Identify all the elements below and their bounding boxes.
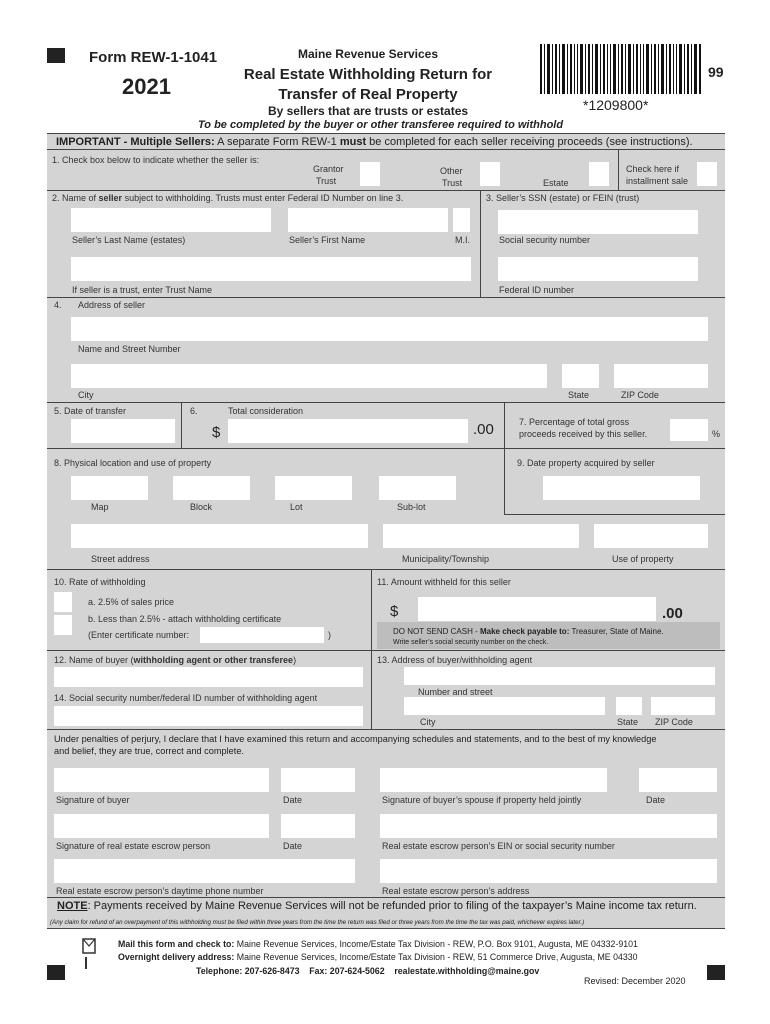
property-use-label: Use of property: [612, 554, 674, 564]
escrow-phone-input[interactable]: [54, 859, 355, 883]
line2-label-pre: 2. Name of: [52, 193, 99, 203]
agency-name: Maine Revenue Services: [297, 47, 439, 61]
transfer-date-input[interactable]: [71, 419, 175, 443]
spouse-signature-label: Signature of buyer’s spouse if property held jointly: [382, 795, 582, 805]
escrow-address-label: Real estate escrow person’s address: [382, 886, 530, 896]
other-trust-label-2: Trust: [442, 178, 463, 188]
property-street-input[interactable]: [71, 524, 368, 548]
escrow-ein-input[interactable]: [380, 814, 717, 838]
overnight-instructions-text: Maine Revenue Services, Income/Estate Tax Division - REW, 51 Commerce Drive, Augusta, ME 04330: [234, 952, 638, 962]
installment-label-2: installment sale: [626, 176, 689, 186]
declaration-line2: and belief, they are true, correct and complete.: [54, 746, 244, 756]
buyer-state-input[interactable]: [616, 697, 642, 715]
buyer-city-input[interactable]: [404, 697, 605, 715]
seller-mi-input[interactable]: [453, 208, 470, 232]
grantor-trust-label-2: Trust: [316, 176, 337, 186]
trust-name-input[interactable]: [71, 257, 471, 281]
amount-withheld-cents: .00: [662, 605, 683, 622]
buyer-street-label: Number and street: [418, 687, 493, 697]
percent-sign: %: [712, 429, 721, 439]
overnight-instructions: [118, 952, 638, 962]
line14-label: 14. Social security number/federal ID number of withholding agent: [54, 693, 318, 703]
cash-warning-lead: DO NOT SEND CASH -: [393, 627, 480, 636]
important-notice: [56, 136, 693, 148]
line5-label: 5. Date of transfer: [54, 406, 127, 416]
withholding-agent-id-input[interactable]: [54, 706, 363, 726]
seller-street-input[interactable]: [71, 317, 708, 341]
important-must: must: [339, 136, 367, 148]
line6-number: 6.: [190, 406, 198, 416]
buyer-signature-input[interactable]: [54, 768, 269, 792]
rate-b-checkbox[interactable]: [54, 615, 72, 635]
cert-number-label: (Enter certificate number:: [88, 630, 190, 640]
seller-street-label: Name and Street Number: [78, 344, 181, 354]
corner-mark-bottom-left: [47, 965, 65, 980]
municipality-input[interactable]: [383, 524, 579, 548]
cash-warning-line1: [393, 627, 664, 636]
property-street-label: Street address: [91, 554, 150, 564]
mail-icon: [79, 937, 99, 971]
estate-label: Estate: [543, 178, 569, 188]
contact-info: Telephone: 207-626-8473 Fax: 207-624-5062 realestate.withholding@maine.gov: [196, 966, 540, 976]
grantor-trust-checkbox[interactable]: [360, 162, 380, 186]
form-subtitle: By sellers that are trusts or estates: [267, 104, 469, 118]
other-trust-label-1: Other: [440, 166, 463, 176]
total-consideration-cents: .00: [473, 421, 494, 438]
grantor-trust-label-1: Grantor: [313, 164, 344, 174]
seller-mi-label: M.I.: [455, 235, 470, 245]
seller-state-input[interactable]: [562, 364, 599, 388]
line6-label: Total consideration: [228, 406, 304, 416]
overnight-instructions-label: Overnight delivery address:: [118, 952, 235, 962]
fein-label: Federal ID number: [499, 285, 575, 295]
seller-zip-input[interactable]: [614, 364, 708, 388]
line9-label: 9. Date property acquired by seller: [517, 458, 655, 468]
cash-warning-bold: Make check payable to:: [479, 627, 570, 636]
line2-label-post: subject to withholding. Trusts must enter Federal ID Number on line 3.: [122, 193, 404, 203]
buyer-zip-input[interactable]: [651, 697, 715, 715]
line8-label: 8. Physical location and use of property: [54, 458, 212, 468]
seller-ssn-input[interactable]: [498, 210, 698, 234]
buyer-name-input[interactable]: [54, 667, 363, 687]
amount-withheld-input[interactable]: [418, 597, 656, 621]
block-input[interactable]: [173, 476, 250, 500]
important-text-a: A separate Form REW-1: [214, 136, 340, 148]
escrow-ein-label: Real estate escrow person’s EIN or social security number: [382, 841, 615, 851]
buyer-date-label: Date: [283, 795, 303, 805]
other-trust-checkbox[interactable]: [480, 162, 500, 186]
amount-withheld-dollar: $: [390, 603, 399, 620]
buyer-city-label: City: [420, 717, 436, 727]
important-lead: IMPORTANT - Multiple Sellers:: [56, 136, 215, 148]
refund-note-text: : Payments received by Maine Revenue Services will not be refunded prior to filing of the taxpayer’s Maine income tax return.: [87, 900, 697, 912]
map-label: Map: [91, 502, 109, 512]
form-instruction: To be completed by the buyer or other transferee required to withhold: [198, 119, 564, 131]
refund-fine-print: (Any claim for refund of an overpayment of this withholding must be filed within three years from the time the return was filed or three years from the time the tax was paid, whichever expires later.): [50, 919, 585, 926]
cert-number-input[interactable]: [200, 627, 324, 643]
form-year: 2021: [122, 74, 171, 99]
buyer-zip-label: ZIP Code: [655, 717, 693, 727]
mail-instructions-text: Maine Revenue Services, Income/Estate Tax Division - REW, P.O. Box 9101, Augusta, ME 04332-9101: [234, 939, 638, 949]
line4-number: 4.: [54, 300, 62, 310]
buyer-street-input[interactable]: [404, 667, 715, 685]
date-acquired-input[interactable]: [543, 476, 700, 500]
corner-mark-bottom-right: [707, 965, 725, 980]
cash-warning-line2: Write seller’s social security number on the check.: [393, 639, 549, 646]
municipality-label: Municipality/Township: [402, 554, 490, 564]
seller-city-input[interactable]: [71, 364, 547, 388]
installment-sale-checkbox[interactable]: [697, 162, 717, 186]
buyer-state-label: State: [617, 717, 639, 727]
revision-date: Revised: December 2020: [584, 976, 686, 986]
estate-checkbox[interactable]: [589, 162, 609, 186]
line13-label: 13. Address of buyer/withholding agent: [377, 655, 533, 665]
rate-b-label: b. Less than 2.5% - attach withholding certificate: [88, 614, 282, 624]
cash-warning-rest: Treasurer, State of Maine.: [569, 627, 664, 636]
escrow-address-input[interactable]: [380, 859, 717, 883]
declaration-line1: Under penalties of perjury, I declare that I have examined this return and accompanying schedules and statements, and to the best of my knowledge: [54, 734, 657, 744]
line7-label-2: proceeds received by this seller.: [519, 429, 648, 439]
refund-note-lead: NOTE: [57, 900, 88, 912]
seller-first-name-input[interactable]: [288, 208, 448, 232]
percentage-input[interactable]: [670, 419, 708, 441]
mail-instructions-label: Mail this form and check to:: [118, 939, 235, 949]
escrow-phone-label: Real estate escrow person’s daytime phone number: [56, 886, 264, 896]
escrow-signature-input[interactable]: [54, 814, 269, 838]
spouse-signature-date-input[interactable]: [639, 768, 717, 792]
seller-last-name-input[interactable]: [71, 208, 271, 232]
form-title-line2: Transfer of Real Property: [278, 86, 458, 103]
installment-label-1: Check here if: [626, 164, 680, 174]
seller-city-label: City: [78, 390, 94, 400]
cert-number-close: ): [328, 630, 331, 640]
block-label: Block: [190, 502, 213, 512]
map-input[interactable]: [71, 476, 148, 500]
spouse-date-label: Date: [646, 795, 666, 805]
rate-a-checkbox[interactable]: [54, 592, 72, 612]
spouse-signature-input[interactable]: [380, 768, 607, 792]
line12-label: [54, 656, 296, 665]
buyer-signature-label: Signature of buyer: [56, 795, 130, 805]
mail-instructions: [118, 939, 638, 949]
line12-label-post: ): [293, 655, 297, 665]
line12-label-bold: withholding agent or other transferee: [133, 655, 294, 665]
line1-label: 1. Check box below to indicate whether the seller is:: [52, 155, 260, 165]
lot-input[interactable]: [275, 476, 352, 500]
line10-label: 10. Rate of withholding: [54, 577, 146, 587]
lot-label: Lot: [290, 502, 303, 512]
seller-fein-input[interactable]: [498, 257, 698, 281]
line3-label: 3. Seller’s SSN (estate) or FEIN (trust): [486, 193, 640, 203]
seller-zip-label: ZIP Code: [621, 390, 659, 400]
barcode-number: *1209800*: [583, 97, 649, 113]
form-id: Form REW-1-1041: [89, 49, 218, 66]
barcode: [540, 44, 702, 96]
important-text-b: be completed for each seller receiving proceeds (see instructions).: [366, 136, 693, 148]
form-code: 99: [708, 64, 724, 80]
sublot-label: Sub-lot: [397, 502, 426, 512]
seller-first-name-label: Seller’s First Name: [289, 235, 366, 245]
property-use-input[interactable]: [594, 524, 708, 548]
ssn-label: Social security number: [499, 235, 591, 245]
line7-label-1: 7. Percentage of total gross: [519, 417, 630, 427]
line4-label: Address of seller: [78, 300, 146, 310]
refund-note: [57, 900, 697, 912]
rate-a-label: a. 2.5% of sales price: [88, 597, 175, 607]
escrow-signature-date-input[interactable]: [281, 814, 355, 838]
seller-last-name-label: Seller’s Last Name (estates): [72, 235, 186, 245]
sublot-input[interactable]: [379, 476, 456, 500]
line12-label-pre: 12. Name of buyer (: [54, 655, 134, 665]
escrow-signature-label: Signature of real estate escrow person: [56, 841, 211, 851]
total-consideration-input[interactable]: [228, 419, 468, 443]
line2-label-bold: seller: [98, 193, 123, 203]
buyer-signature-date-input[interactable]: [281, 768, 355, 792]
seller-state-label: State: [568, 390, 590, 400]
line11-label: 11. Amount withheld for this seller: [377, 577, 511, 587]
trust-name-label: If seller is a trust, enter Trust Name: [72, 285, 213, 295]
total-consideration-dollar: $: [212, 424, 221, 441]
form-title-line1: Real Estate Withholding Return for: [243, 66, 493, 83]
escrow-date-label: Date: [283, 841, 303, 851]
line2-label: [52, 194, 403, 203]
